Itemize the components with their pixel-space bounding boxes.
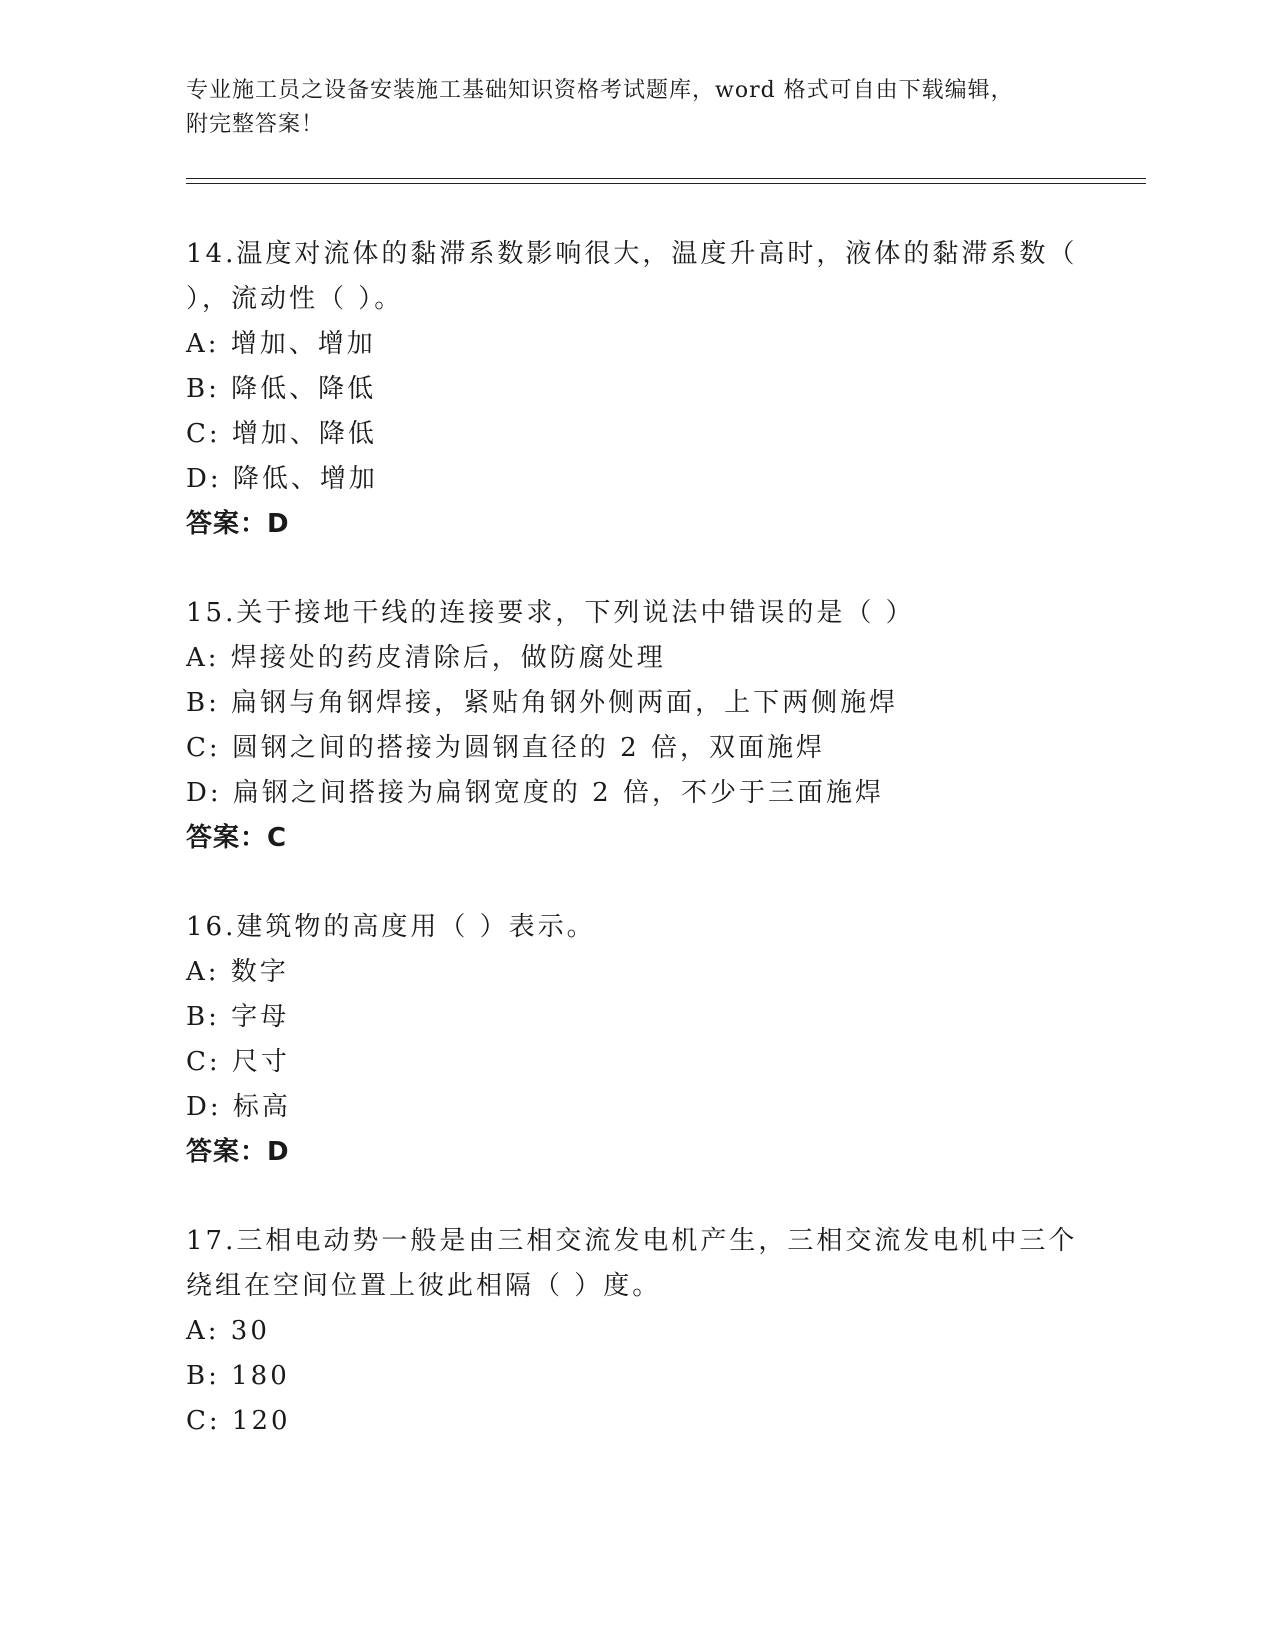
option-d: D: 扁钢之间搭接为扁钢宽度的 2 倍，不少于三面施焊 xyxy=(186,778,884,808)
question-list xyxy=(186,232,1086,1488)
option-b: B: 扁钢与角钢焊接，紧贴角钢外侧两面，上下两侧施焊 xyxy=(186,688,899,718)
question-stem: 14.温度对流体的黏滞系数影响很大，温度升高时，液体的黏滞系数（ xyxy=(186,239,1078,269)
question-17 xyxy=(186,1219,1086,1444)
option-b: B: 字母 xyxy=(186,1002,290,1032)
question-stem-continued: 绕组在空间位置上彼此相隔（ ）度。 xyxy=(186,1271,662,1301)
option-c: C: 120 xyxy=(186,1406,291,1436)
question-stem: 17.三相电动势一般是由三相交流发电机产生，三相交流发电机中三个 xyxy=(186,1226,1078,1256)
option-a: A: 增加、增加 xyxy=(186,329,376,359)
question-16 xyxy=(186,905,1086,1175)
option-d: D: 标高 xyxy=(186,1092,291,1122)
option-a: A: 数字 xyxy=(186,957,289,987)
header-line-1: 专业施工员之设备安装施工基础知识资格考试题库，word 格式可自由下载编辑， xyxy=(186,78,1014,103)
header-divider-top xyxy=(186,178,1146,179)
option-b: B: 180 xyxy=(186,1361,290,1391)
answer: 答案：D xyxy=(186,509,290,539)
answer: 答案：D xyxy=(186,1137,290,1167)
option-c: C: 尺寸 xyxy=(186,1047,290,1077)
question-stem-continued: ），流动性（ ）。 xyxy=(186,284,404,314)
option-a: A: 30 xyxy=(186,1316,270,1346)
header-divider-bottom xyxy=(186,183,1146,184)
header-line-2: 附完整答案！ xyxy=(186,112,325,137)
option-b: B: 降低、降低 xyxy=(186,374,377,404)
answer: 答案：C xyxy=(186,823,288,853)
document-header xyxy=(186,74,1086,142)
question-stem: 16.建筑物的高度用（ ）表示。 xyxy=(186,912,596,942)
question-14 xyxy=(186,232,1086,547)
question-stem: 15.关于接地干线的连接要求，下列说法中错误的是（ ） xyxy=(186,598,915,628)
question-15 xyxy=(186,591,1086,861)
option-a: A: 焊接处的药皮清除后，做防腐处理 xyxy=(186,643,666,673)
option-c: C: 圆钢之间的搭接为圆钢直径的 2 倍，双面施焊 xyxy=(186,733,825,763)
option-c: C: 增加、降低 xyxy=(186,419,377,449)
option-d: D: 降低、增加 xyxy=(186,464,378,494)
